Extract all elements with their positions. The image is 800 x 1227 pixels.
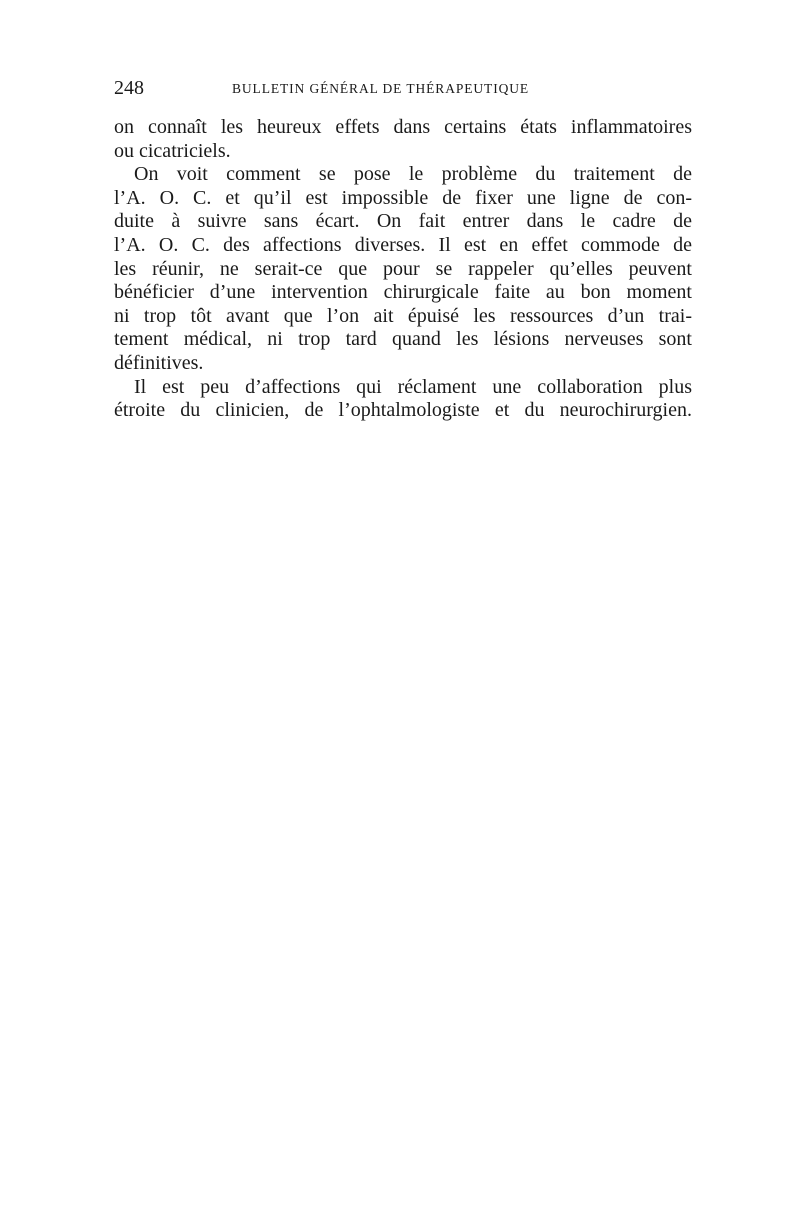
text-line: l’A. O. C. et qu’il est impossible de fixer une ligne de con- (114, 186, 692, 209)
text-line: Il est peu d’affections qui réclament une collaboration plus (134, 375, 692, 398)
text-line: ni trop tôt avant que l’on ait épuisé les ressources d’un trai- (114, 304, 692, 327)
journal-title: BULLETIN GÉNÉRAL DE THÉRAPEUTIQUE (232, 81, 530, 96)
text-line: étroite du clinicien, de l’ophtalmologiste et du neurochirurgien. (114, 399, 692, 422)
text-line: l’A. O. C. des affections diverses. Il est en effet commode de (114, 233, 692, 256)
text-line: ou cicatriciels. (114, 139, 231, 162)
text-line: tement médical, ni trop tard quand les lésions nerveuses sont (114, 328, 692, 351)
running-head (114, 76, 694, 100)
text-line: On voit comment se pose le problème du traitement de (134, 163, 692, 186)
text-line: bénéficier d’une intervention chirurgicale faite au bon moment (114, 281, 692, 304)
text-line: définitives. (114, 351, 204, 374)
page-number: 248 (114, 77, 144, 99)
text-line: duite à suivre sans écart. On fait entrer dans le cadre de (114, 210, 692, 233)
text-line: on connaît les heureux effets dans certains états inflammatoires (114, 116, 692, 138)
text-line: les réunir, ne serait-ce que pour se rappeler qu’elles peuvent (114, 257, 692, 280)
body-text (114, 116, 692, 423)
